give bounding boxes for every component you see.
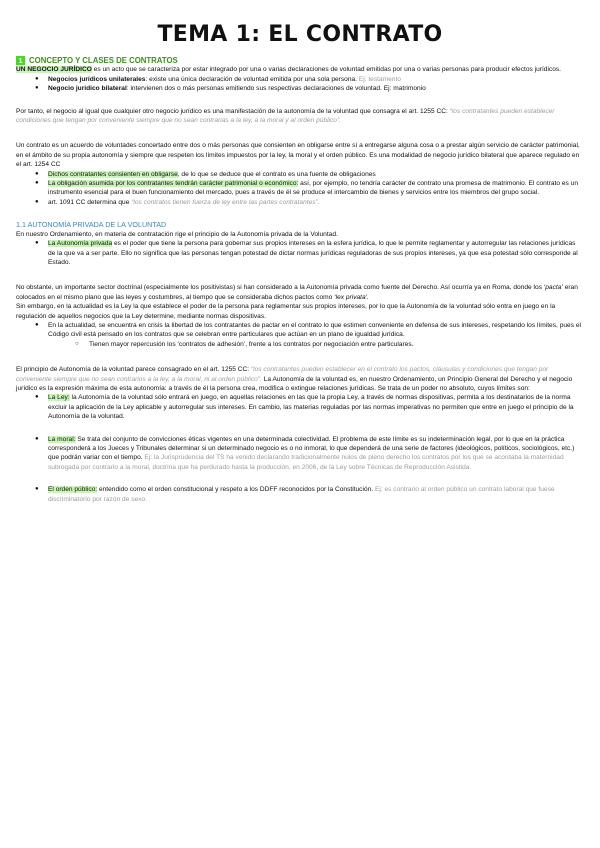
paragraph: Un contrato es un acuerdo de voluntades concertado entre dos o más personas que consienten en obligarse entre sí a entregarse alguna cosa o a prestar algún servicio de carácter patrimonial, en el ámbito de su propia autonomía y siempre que respeten los límites impuestos por la ley, la moral y el orden público. Es una modalidad de negocio jurídico bilateral que aparece regulado en el art. 1254 CC (16, 142, 580, 169)
example-text: Ej: la Jurisprudencia del TS ha venido declarando tradicionalmente nulos de pleno derecho los contratos por los que se acordaba la maternidad subrogada por contrario a la moral, doctrina que ha perdurado hasta la producción, en 2006, de la Ley sobre Técnicas de Reproducción Asistida. (48, 454, 564, 471)
section-heading-label: CONCEPTO Y CLASES DE CONTRATOS (29, 56, 178, 65)
list-item (16, 75, 584, 84)
list-item-term: Negocios jurídicos unilaterales (48, 75, 146, 83)
highlight-text: La moral: (48, 435, 76, 443)
list-item-text: la Autonomía de la voluntad sólo entrará en juego, en aquellas relaciones en las que la propia Ley, a través de normas dispositivas, permita a los destinatarios de la norma excluir la aplicación de la Ley aplicable y autorregular sus intereses. En cambio, las materias reguladas por las normas imperativas no permiten que entre en juego el principio de la Autonomía de la voluntad. (48, 394, 574, 421)
crisis-list (16, 321, 584, 349)
highlight-text: Dichos contratantes consienten en obligarse (48, 170, 178, 178)
autonomy-list (16, 239, 584, 267)
limits-list (16, 485, 584, 504)
subsection-heading: 1.1 AUTONOMÍA PRIVADA DE LA VOLUNTAD (16, 220, 167, 230)
list-item-text: entendido como el orden constitucional y respeto a los DDFF reconocidos por la Constitución. (97, 486, 375, 494)
quote-text: “los contratantes pueden establecer en el contrato los pactos, cláusulas y condiciones que tengan por conveniente siempre que no sean contrarios a la ley, a la moral, ni al orden público”. (16, 366, 549, 383)
list-item-text: es el poder que tiene la persona para gobernar sus propios intereses en la esfera jurídica, lo que le permite reglamentar y autorregular las relaciones jurídicas de la que va a ser parte. Ello no significa que las personas tengan potestad de dictar normas jurídicas reguladoras de sus propios intereses, ya que esa potestad sólo corresponde al Estado. (48, 240, 578, 266)
paragraph-text: El principio de Autonomía de la voluntad parece consagrado en el art. 1255 CC: (16, 366, 251, 374)
limits-list (16, 435, 584, 473)
list-item (16, 170, 584, 179)
contract-features-list (16, 170, 584, 208)
list-item-text: así, por ejemplo, no tendría carácter de contrato una promesa de matrimonio. El contrato es un instrumento esencial para el buen funcionamiento del mercado, pues a través de él se produce el intercambio de bienes y servicios entre los miembros del grupo social. (48, 180, 578, 197)
list-item-term: Negocio jurídico bilateral (48, 85, 127, 93)
list-item (16, 179, 584, 198)
definition-text: es un acto que se caracteriza por estar integrado por una o varias declaraciones de voluntad emitidas por una o varias personas para producir efectos jurídicos. (91, 66, 561, 74)
paragraph-text: La Autonomía de la voluntad es, en nuestro Ordenamiento, un Principio General del Derecho y el negocio jurídico es la expresión máxima de esta autonomía: a través de él la persona crea, modifica o extingue relaciones jurídicas. Se trata de un poder no absoluto, cuyos límites son: (16, 375, 573, 392)
list-item (16, 393, 584, 421)
italic-text: ‘lex privata’. (334, 293, 369, 301)
paragraph-text: No obstante, un importante sector doctrinal (especialmente los positivistas) si han considerado a la Autonomía privada como fuente del Derecho. Así ocurría ya en Roma, donde los (16, 284, 544, 292)
example-text: Ej: es contrario al orden público un contrato laboral que fuese discriminatorio por razón de sexo. (48, 486, 555, 503)
list-item (16, 84, 584, 93)
highlight-text: La Autonomía privada (48, 240, 113, 248)
definition-paragraph (16, 65, 584, 74)
paragraph-text: eran colocados en el mismo plano que las leyes y costumbres, al tiempo que se consideraba dichos pactos como (16, 284, 578, 301)
section-number-badge: 1 (16, 56, 25, 65)
list-item (16, 485, 584, 504)
list-item-text: Se trata del conjunto de convicciones éticas vigentes en una determinada colectividad. El problema de este límite es su indeterminación legal, por lo que en la práctica corresponderá a los Jueces y Tribunales determinar si un determinado negocio es o no inmoral, lo que dependerá de una serie de factores (ideológicos, políticos, sociológicos, etc.) que podrán variar con el tiempo. (48, 435, 575, 462)
highlight-text: La obligación asumida por los contratantes tendrán carácter patrimonial o económico: (48, 180, 299, 188)
sub-list-item: ○ Tienen mayor repercusión los ‘contratos de adhesión’, frente a los contratos por negociación entre particulares. (16, 340, 584, 349)
list-item-text: : intervienen dos o más personas emitiendo sus respectivas declaraciones de voluntad. Ej: matrimonio (126, 85, 426, 93)
list-item-text: , de lo que se deduce que el contrato es una fuente de obligaciones (177, 170, 376, 178)
paragraph (16, 365, 584, 393)
list-item-text: : existe una única declaración de voluntad emitida por una sola persona. (145, 75, 359, 83)
list-item: ● En la actualidad, se encuentra en crisis la libertad de los contratantes de pactar en el contrato lo que estimen conveniente en defensa de sus intereses, respetando los límites, pues el Código civil está pensado en los contratos que se celebran entre particulares que actúan en un plano de igualdad jurídica. (16, 321, 584, 340)
negocio-types-list (16, 75, 584, 94)
quote-text: “los contratos tienen fuerza de ley entre las partes contratantes”. (131, 198, 320, 206)
list-item (16, 239, 584, 267)
italic-text: ‘pacta’ (543, 284, 563, 292)
paragraph: En nuestro Ordenamiento, en materia de contratación rige el principio de la Autonomía privada de la Voluntad. (16, 230, 338, 238)
paragraph (16, 107, 584, 126)
paragraph: Sin embargo, en la actualidad es la Ley la que establece el poder de la persona para reglamentar sus propios intereses, por lo que la Autonomía de la voluntad sólo entra en juego en la regulación de aquellos negocios que la Ley determine, mediante normas dispositivas. (16, 303, 556, 320)
highlight-text: La Ley: (48, 394, 70, 402)
list-item (16, 198, 584, 207)
paragraph (16, 283, 584, 302)
page-title: TEMA 1: EL CONTRATO (157, 22, 443, 47)
list-item-text: art. 1091 CC determina que (48, 198, 132, 206)
highlight-text: El orden público: (48, 486, 98, 494)
quote-text: “los contratantes pueden establecer condiciones que tengan por conveniente siempre que no sean contrarias a la ley, a la moral y al orden público”. (16, 107, 555, 125)
definition-term: UN NEGOCIO JURÍDICO (16, 66, 92, 74)
paragraph-text: Por tanto, el negocio al igual que cualquier otro negocio jurídico es una manifestación de la autonomía de la voluntad que consagra el art. 1255 CC: (16, 107, 450, 115)
list-item-example: Ej: testamento (358, 75, 401, 83)
list-item (16, 435, 584, 473)
section-heading (16, 56, 584, 65)
limits-list (16, 393, 584, 421)
